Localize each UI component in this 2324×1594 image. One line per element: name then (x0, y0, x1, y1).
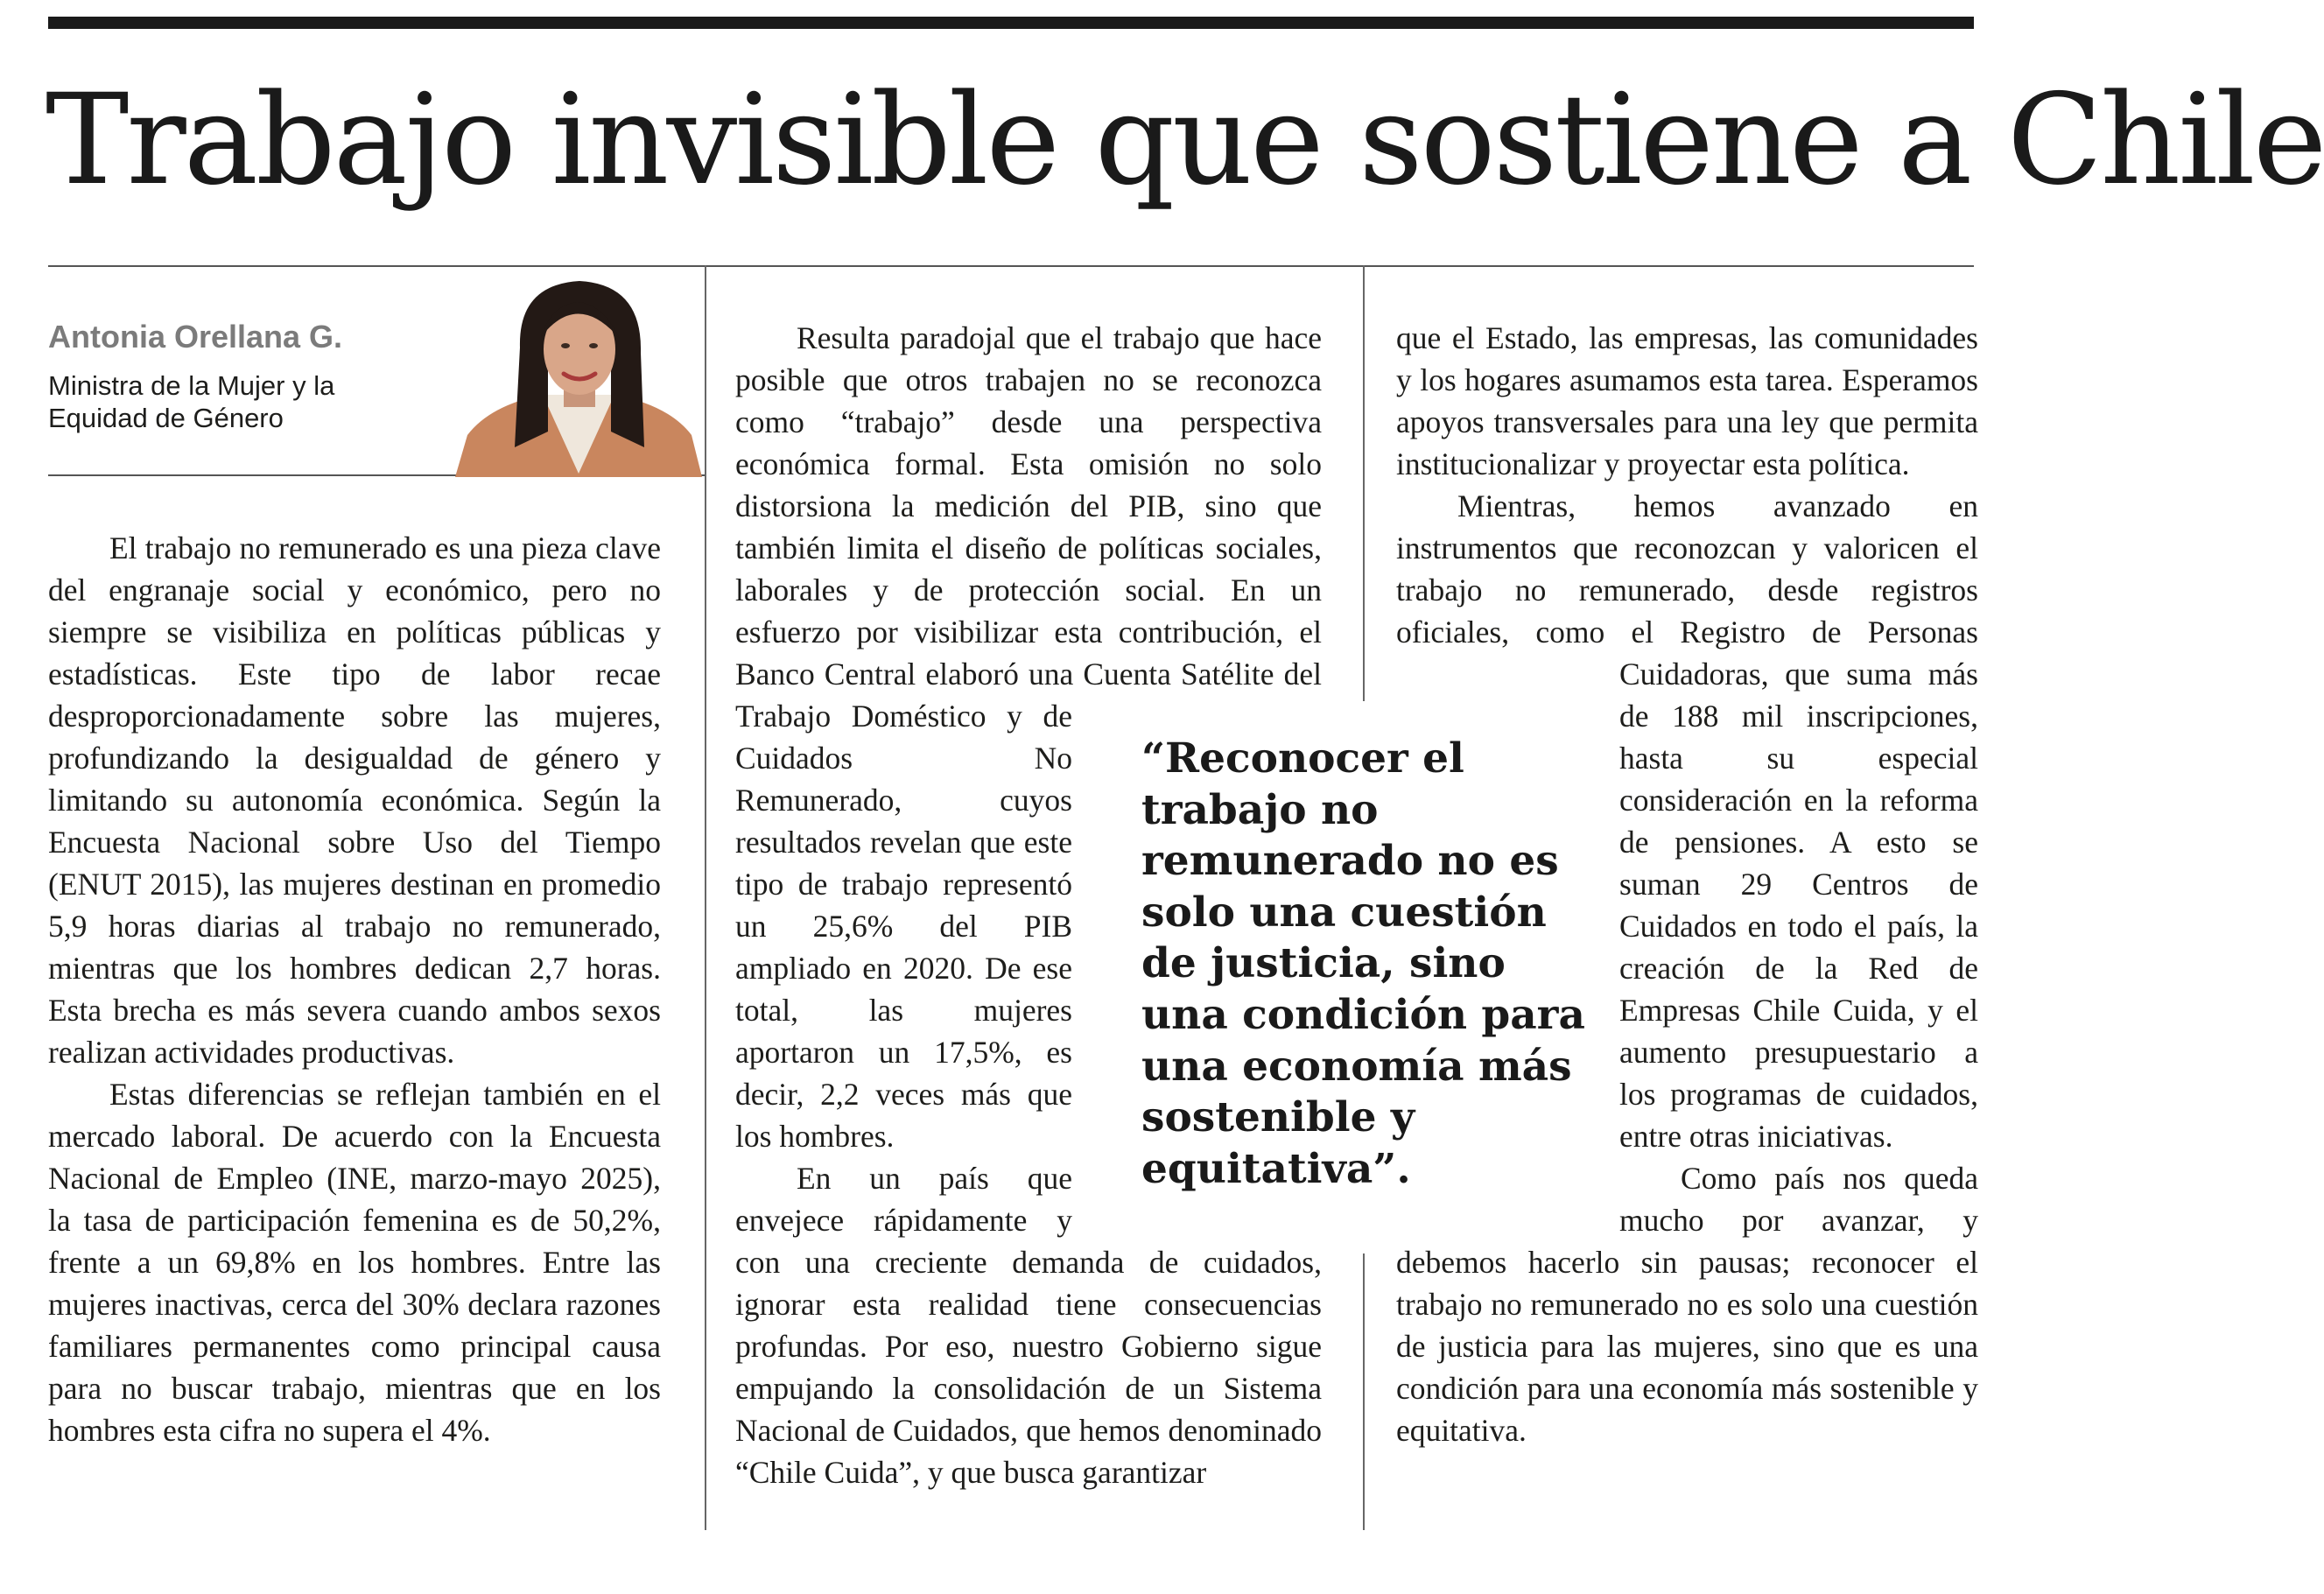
top-rule (48, 17, 1974, 29)
column-3-paragraph: que el Estado, las empresas, las comunidades y los hogares asumamos esta tarea. Esperamos apoyos transversales para una ley que permita institucionalizar y proyectar esta política. (1396, 320, 1978, 481)
headline: Trabajo invisible que sostiene a Chile (46, 67, 2324, 213)
author-role: Ministra de la Mujer y la Equidad de Género (48, 370, 335, 433)
article-column-1 (48, 527, 661, 1451)
headline-divider (48, 265, 1974, 267)
column-2-paragraph: Resulta paradojal que el trabajo que hace posible que otros trabajen no se reconozca como “trabajo” desde una perspectiva económica formal. Esta omisión no solo distorsiona la medición del PIB, sino que también limita el diseño de políticas sociales, laborales y de protección social. En un esfuerzo por visibilizar esta contribución, el Banco Central elaboró una Cuenta Satélite del Trabajo Doméstico y de Cuidados No Remunerado, cuyos resultados revelan que este tipo de trabajo representó un 25,6% del PIB ampliado en 2020. De ese total, las mujeres aportaron un 17,5%, es decir, 2,2 veces más que los hombres. (735, 320, 1322, 1154)
column-2-paragraph: En un país que envejece rápidamente y con una creciente demanda de cuidados, ignorar esta realidad tiene consecuencias profundas. Por eso, nuestro Gobierno sigue empujando la consolidación de un Sistema Nacional de Cuidados, que hemos denominado “Chile Cuida”, y que busca garantizar (735, 1161, 1322, 1490)
pull-quote: “Reconocer el trabajo no remunerado no es solo una cuestión de justicia, sino una condición para una economía más sostenible y equitativa”. (1141, 734, 1585, 1193)
author-name: Antonia Orellana G. (48, 319, 343, 355)
column-divider-2-upper (1363, 265, 1365, 701)
column-1-paragraph: El trabajo no remunerado es una pieza clave del engranaje social y económico, pero no siempre se visibiliza en políticas públicas y estadísticas. Este tipo de labor recae desproporcionadamente sobre las mujeres, profundizando la desigualdad de género y limitando su autonomía económica. Según la Encuesta Nacional sobre Uso del Tiempo (ENUT 2015), las mujeres destinan en promedio 5,9 horas diarias al trabajo no remunerado, mientras que los hombres dedican 2,7 horas. Esta brecha es más severa cuando ambos sexos realizan actividades productivas. (48, 530, 661, 1070)
author-portrait (455, 276, 702, 477)
column-3-paragraph: Mientras, hemos avanzado en instrumentos que reconozcan y valoricen el trabajo no remunerado, desde registros oficiales, como el Registro de Personas Cuidadoras, que suma más de 188 mil inscripciones, hasta su especial consideración en la reforma de pensiones. A esto se suman 29 Centros de Cuidados en todo el país, la creación de la Red de Empresas Chile Cuida, y el aumento presupuestario a los programas de cuidados, entre otras iniciativas. (1396, 488, 1978, 1154)
column-3-paragraph: Como país nos queda mucho por avanzar, y debemos hacerlo sin pausas; reconocer el trabajo no remunerado no es solo una cuestión de justicia para las mujeres, sino que es una condición para una economía más sostenible y equitativa. (1396, 1161, 1978, 1448)
column-divider-1 (705, 265, 706, 1530)
column-1-paragraph: Estas diferencias se reflejan también en el mercado laboral. De acuerdo con la Encuesta Nacional de Empleo (INE, marzo-mayo 2025), la tasa de participación femenina es de 50,2%, frente a un 69,8% en los hombres. Entre las mujeres inactivas, cerca del 30% declara razones familiares permanentes como principal causa para no buscar trabajo, mientras que en los hombres esta cifra no supera el 4%. (48, 1077, 661, 1448)
column-divider-2-lower (1363, 1253, 1365, 1530)
